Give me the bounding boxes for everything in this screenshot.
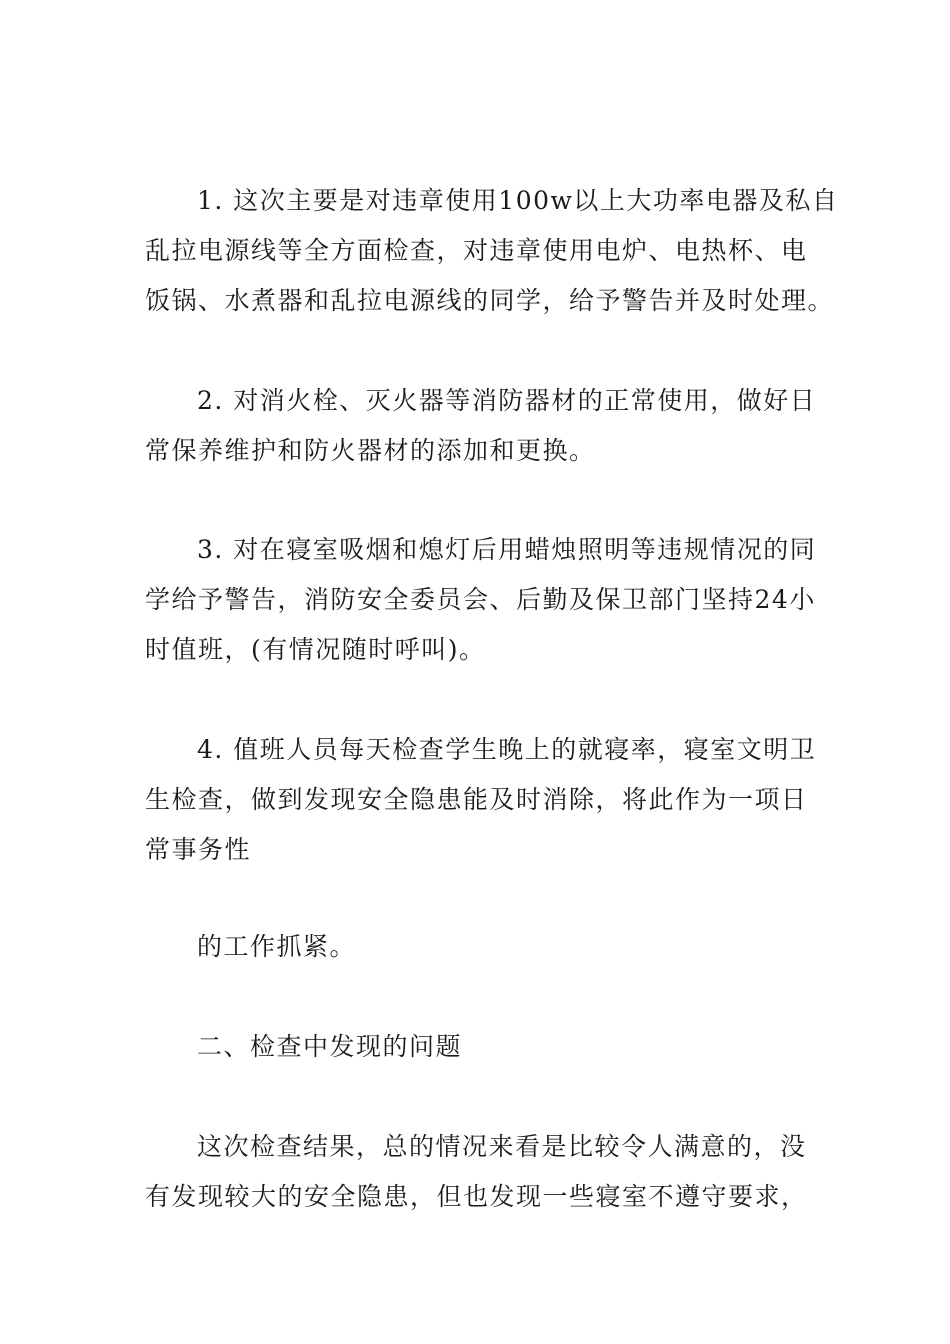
paragraph-line: 3. 对在寝室吸烟和熄灯后用蜡烛照明等违规情况的同 xyxy=(197,535,817,564)
paragraph-line: 乱拉电源线等全方面检查，对违章使用电炉、电热杯、电 xyxy=(145,236,808,265)
section-heading xyxy=(145,1022,810,1072)
paragraph-line: 这次检查结果，总的情况来看是比较令人满意的，没 xyxy=(197,1132,807,1161)
paragraph-line: 常事务性 xyxy=(145,835,252,864)
paragraph-item-3 xyxy=(145,525,817,675)
paragraph-line: 常保养维护和防火器材的添加和更换。 xyxy=(145,436,596,465)
paragraph-line: 2. 对消火栓、灭火器等消防器材的正常使用，做好日 xyxy=(197,386,817,415)
paragraph-line: 有发现较大的安全隐患，但也发现一些寝室不遵守要求， xyxy=(145,1182,808,1211)
paragraph-item-2 xyxy=(145,376,817,476)
paragraph-item-4 xyxy=(145,725,817,875)
paragraph-line: 1. 这次主要是对违章使用100w以上大功率电器及私自 xyxy=(197,186,839,215)
paragraph-continuation xyxy=(145,922,810,972)
paragraph-line: 的工作抓紧。 xyxy=(197,932,357,961)
paragraph-line: 时值班，(有情况随时呼叫)。 xyxy=(145,635,486,664)
paragraph-item-1 xyxy=(145,176,839,326)
paragraph-line: 饭锅、水煮器和乱拉电源线的同学，给予警告并及时处理。 xyxy=(145,286,835,315)
paragraph-line: 学给予警告，消防安全委员会、后勤及保卫部门坚持24小 xyxy=(145,585,816,614)
paragraph-line: 4. 值班人员每天检查学生晚上的就寝率，寝室文明卫 xyxy=(197,735,817,764)
section-heading-text: 二、检查中发现的问题 xyxy=(197,1032,463,1061)
paragraph-summary xyxy=(145,1122,810,1222)
paragraph-line: 生检查，做到发现安全隐患能及时消除，将此作为一项日 xyxy=(145,785,808,814)
